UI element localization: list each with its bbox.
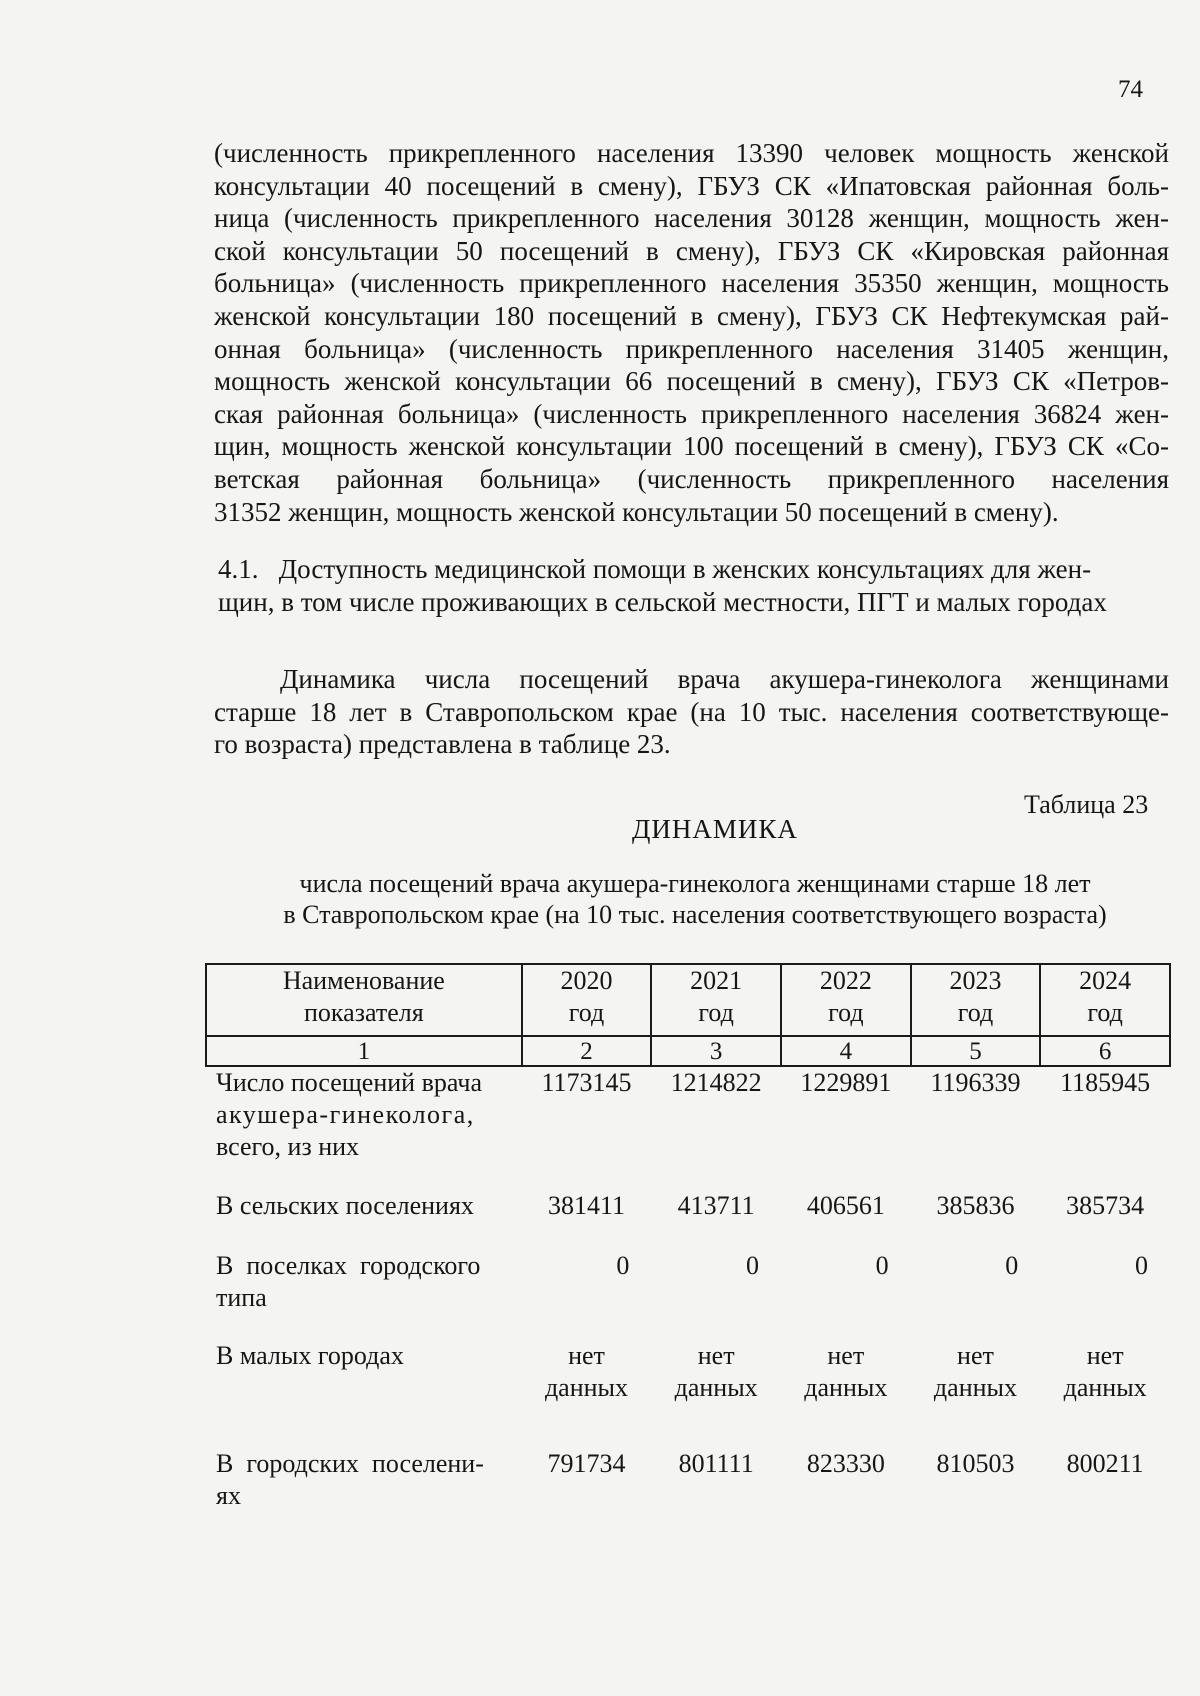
table-row [206,1250,1170,1340]
header-cell-year [522,964,652,1036]
value-cell: 0 [745,1251,759,1280]
value-line: нет [827,1341,865,1370]
value-line: данных [1063,1373,1147,1402]
row-label-line: В городских поселени- [216,1449,484,1478]
intro-paragraph [214,137,1169,528]
value-cell [781,1340,911,1448]
row-label-line: всего, из них [216,1132,360,1161]
year-unit: год [698,998,734,1027]
value-cell: 385836 [936,1191,1015,1220]
text-line: мощность женской консультации 66 посещений в смену), ГБУЗ СК «Петров- [214,366,1169,397]
header-text: Наименование [282,966,445,995]
text-line: больница» (численность прикрепленного населения 35350 женщин, мощность [214,268,1169,299]
column-number: 5 [911,1036,1041,1066]
value-cell: 381411 [547,1191,626,1220]
value-cell: 1196339 [930,1068,1021,1097]
section-heading [218,553,1168,619]
section-title-line2: щин, в том числе проживающих в сельской местности, ПГТ и малых городах [218,587,1107,617]
value-cell: 0 [875,1251,889,1280]
text-line: консультации 40 посещений в смену), ГБУЗ СК «Ипатовская районная боль- [214,170,1169,201]
value-cell: 800211 [1066,1449,1144,1478]
column-number: 6 [1040,1036,1170,1066]
table-row [206,1448,1170,1518]
value-cell: 385734 [1066,1191,1145,1220]
caption-line: в Ставропольском крае (на 10 тыс. населения соответствующего возраста) [283,900,1107,929]
row-label-line: Число посещений врача [216,1068,482,1097]
value-cell: 1229891 [800,1068,892,1097]
value-line: нет [697,1341,735,1370]
value-cell: 801111 [678,1449,754,1478]
row-label [206,1066,522,1190]
header-cell-year [781,964,911,1036]
column-number-row [206,1036,1170,1066]
value-cell [1040,1340,1170,1448]
year-label: 2020 [560,966,613,995]
row-label-line: В поселках городского [216,1251,481,1280]
table-title: ДИНАМИКА [632,814,798,844]
value-cell: 0 [1135,1251,1148,1280]
header-cell-year [911,964,1041,1036]
text-line: ской консультации 50 посещений в смену), ГБУЗ СК «Кировская районная [214,235,1169,266]
text-line: (численность прикрепленного населения 13390 человек мощность женской [214,138,1169,168]
value-cell: 0 [616,1251,630,1280]
year-unit: год [1087,998,1123,1027]
row-label-line: акушера-гинеколога, [216,1100,475,1129]
value-cell: 406561 [806,1191,885,1220]
caption-line: числа посещений врача акушера-гинеколога женщинами старше 18 лет [299,869,1091,898]
year-label: 2024 [1079,966,1132,995]
text-line: старше 18 лет в Ставропольском крае (на 10 тыс. населения соответствующе- [214,696,1169,727]
year-unit: год [957,998,994,1027]
data-table [205,963,1171,1518]
text-line: го возраста) представлена в таблице 23. [214,729,671,760]
column-number: 2 [522,1036,652,1066]
value-cell: 1185945 [1060,1068,1151,1097]
column-number: 3 [651,1036,781,1066]
value-cell: 1173145 [541,1068,632,1097]
value-cell: 823330 [806,1449,885,1478]
value-line: нет [1086,1341,1124,1370]
row-label [206,1448,522,1518]
value-line: данных [674,1373,758,1402]
value-line: данных [804,1373,888,1402]
value-cell [911,1340,1041,1448]
table-label: Таблица 23 [1024,790,1149,819]
section-title-line1: Доступность медицинской помощи в женских консультациях для жен- [278,554,1092,584]
heading-line [218,553,1168,586]
year-label: 2022 [819,966,872,995]
text-line: женской консультации 180 посещений в смену), ГБУЗ СК Нефтекумская рай- [214,300,1169,331]
value-cell: 0 [1005,1251,1019,1280]
table-row [206,1190,1170,1250]
header-cell-name [206,964,522,1036]
text-line: Динамика числа посещений врача акушера-гинеколога женщинами [280,664,1169,694]
value-cell: 791734 [547,1449,626,1478]
value-cell [522,1340,652,1448]
year-unit: год [568,998,605,1027]
text-line: щин, мощность женской консультации 100 посещений в смену), ГБУЗ СК «Со- [214,431,1169,462]
header-text: показателя [304,998,424,1027]
text-line: ветская районная больница» (численность прикрепленного населения [214,463,1169,494]
value-cell: 413711 [677,1191,755,1220]
text-line: онная больница» (численность прикрепленного населения 31405 женщин, [214,333,1169,364]
table-caption [230,868,1160,930]
lead-paragraph [214,663,1169,761]
value-cell: 810503 [936,1449,1015,1478]
row-label-line: ях [216,1481,241,1510]
row-label: В малых городах [216,1341,404,1370]
text-line: 31352 женщин, мощность женской консультации 50 посещений в смену). [214,496,1059,527]
row-label-line: типа [216,1283,267,1312]
value-line: нет [957,1341,994,1370]
header-row [206,964,1170,1036]
row-label: В сельских поселениях [216,1191,474,1220]
page-number: 74 [1118,76,1143,103]
text-line: ница (численность прикрепленного населения 30128 женщин, мощность жен- [214,203,1169,234]
text-line: ская районная больница» (численность прикрепленного населения 36824 жен- [214,398,1169,429]
header-cell-year [651,964,781,1036]
section-number: 4.1. [218,554,259,584]
value-line: данных [544,1373,629,1402]
year-label: 2021 [690,966,743,995]
header-cell-year [1040,964,1170,1036]
row-label [206,1250,522,1340]
value-cell: 1214822 [670,1068,762,1097]
year-unit: год [828,998,864,1027]
year-label: 2023 [949,966,1002,995]
column-number: 1 [206,1036,522,1066]
value-line: данных [933,1373,1017,1402]
value-line: нет [568,1341,605,1370]
table-row [206,1340,1170,1448]
value-cell [651,1340,781,1448]
table-row [206,1066,1170,1190]
column-number: 4 [781,1036,911,1066]
